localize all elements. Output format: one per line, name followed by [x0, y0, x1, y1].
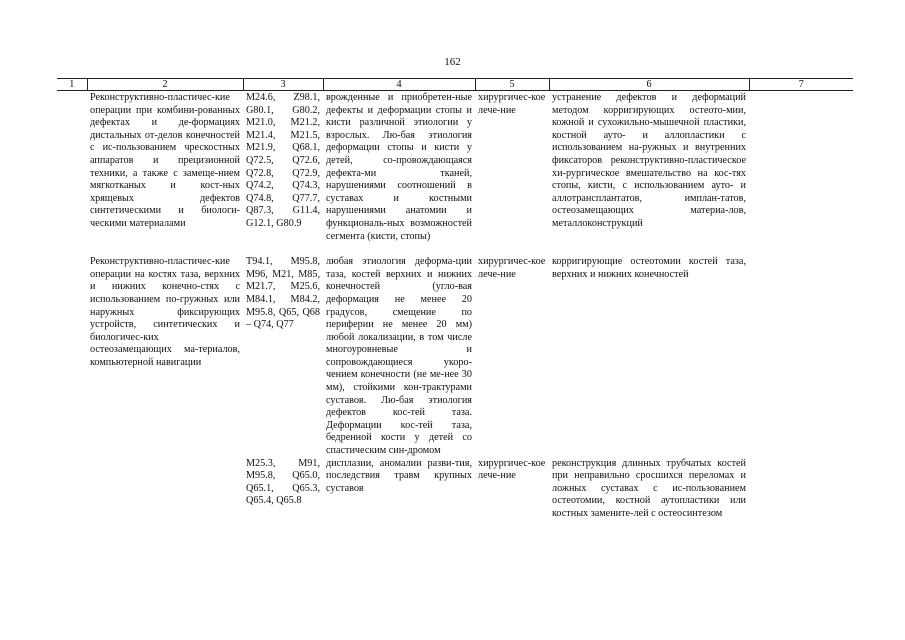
row-spacer [57, 243, 853, 256]
cell-norm [749, 256, 853, 458]
cell-norm [749, 458, 853, 521]
table-row [57, 256, 853, 458]
cell-treatment-type: хирургичес-кое лече-ние [478, 457, 546, 482]
cell-icd-codes: T94.1, M95.8, M96, M21, M85, M21.7, M25.6, M84.1, M84.2, M95.8, Q65, Q68 – Q74, Q77 [246, 256, 320, 331]
column-header-1: 1 [57, 79, 87, 91]
cell-treatment-type: хирургичес-кое лече-ние [478, 256, 546, 280]
column-header-4: 4 [323, 79, 475, 91]
column-header-2: 2 [87, 79, 243, 91]
cell-treatment-method: реконструкция длинных трубчатых костей при неправильно сросшихся переломах и ложных суставах с ис-пользованием остеотомии, костной аутопластики или костных замените-лей с остеосинтезом [552, 457, 746, 519]
table-row [57, 91, 853, 244]
cell-patient-model: любая этиология деформа-ции таза, костей верхних и нижних конечностей (угло-вая деформация не менее 20 градусов, смещение по периферии не менее 20 мм) любой локализации, в том числе многоуровневые и сопровождающиеся укоро-чением конечности (не ме-нее 30 мм), стойкими кон-трактурами суставов. Лю-бая этиология дефектов кос-тей таза. Деформации кос-тей таза, бедренной кости у детей со спастическим син-дромом [326, 256, 472, 457]
page-number: 162 [444, 56, 461, 68]
cell-number [57, 458, 87, 521]
cell-treatment-method: корригирующие остеотомии костей таза, верхних и нижних конечностей [552, 256, 746, 280]
column-header-3: 3 [243, 79, 323, 91]
table-row [57, 458, 853, 521]
column-header-5: 5 [475, 79, 549, 91]
cell-icd-codes: M24.6, Z98.1, G80.1, G80.2, M21.0, M21.2, M21.4, M21.5, M21.9, Q68.1, Q72.5, Q72.6, Q72.8, Q72.9, Q74.2, Q74.3, Q74.8, Q77.7, Q87.3, G11.4, G12.1, G80.9 [246, 92, 320, 229]
cell-number [57, 91, 87, 244]
cell-icd-codes: M25.3, M91, M95.8, Q65.0, Q65.1, Q65.3, Q65.4, Q65.8 [246, 457, 320, 507]
cell-procedure-name: Реконструктивно-пластичес-кие операции при комбини-рованных дефектах и де-формациях дистальных от-делов конечностей с ис-пользованием чрескостных аппаратов и прецизионной техники, а также с замеще-нием мягкотканых и кост-ных хрящевых дефектов синтетическими и биологи-ческими материалами [90, 92, 240, 229]
column-header-7: 7 [749, 79, 853, 91]
cell-number [57, 256, 87, 458]
column-header-6: 6 [549, 79, 749, 91]
cell-norm [749, 91, 853, 244]
cell-procedure-name [87, 458, 243, 521]
cell-patient-model: дисплазии, аномалии разви-тия, последствия травм крупных суставов [326, 457, 472, 494]
cell-procedure-name: Реконструктивно-пластичес-кие операции на костях таза, верхних и нижних конечно-стях с использованием по-гружных или наружных фиксирующих устройств, синтетических и биологичес-ких остеозамещающих ма-териалов, компьютерной навигации [90, 256, 240, 368]
procedures-table [57, 78, 853, 521]
cell-treatment-type: хирургичес-кое лече-ние [478, 92, 546, 116]
column-number-row [57, 79, 853, 91]
cell-treatment-method: устранение дефектов и деформаций методом корригирующих остеото-мии, кожной и сухожильно-мышечной пластики, костной ауто- и аллопластики с использованием на-ружных и внутренних фиксаторов реконструктивно-пластическое хи-рургическое вмешательство на кос-тях стопы, кисти, с использованием ауто- и аллотрансплантатов, имплан-татов, остеозамещающих материа-лов, металлоконструкций [552, 92, 746, 229]
cell-patient-model: врожденные и приобретен-ные дефекты и деформации стопы и кисти различной этиологии у взрослых. Лю-бая этиология деформации стопы и кисти у детей, со-провождающаяся дефекта-ми тканей, нарушениями соотношений в суставах и костными нарушениями анатомии и функциональ-ных возможностей сегмента (кисти, стопы) [326, 92, 472, 242]
